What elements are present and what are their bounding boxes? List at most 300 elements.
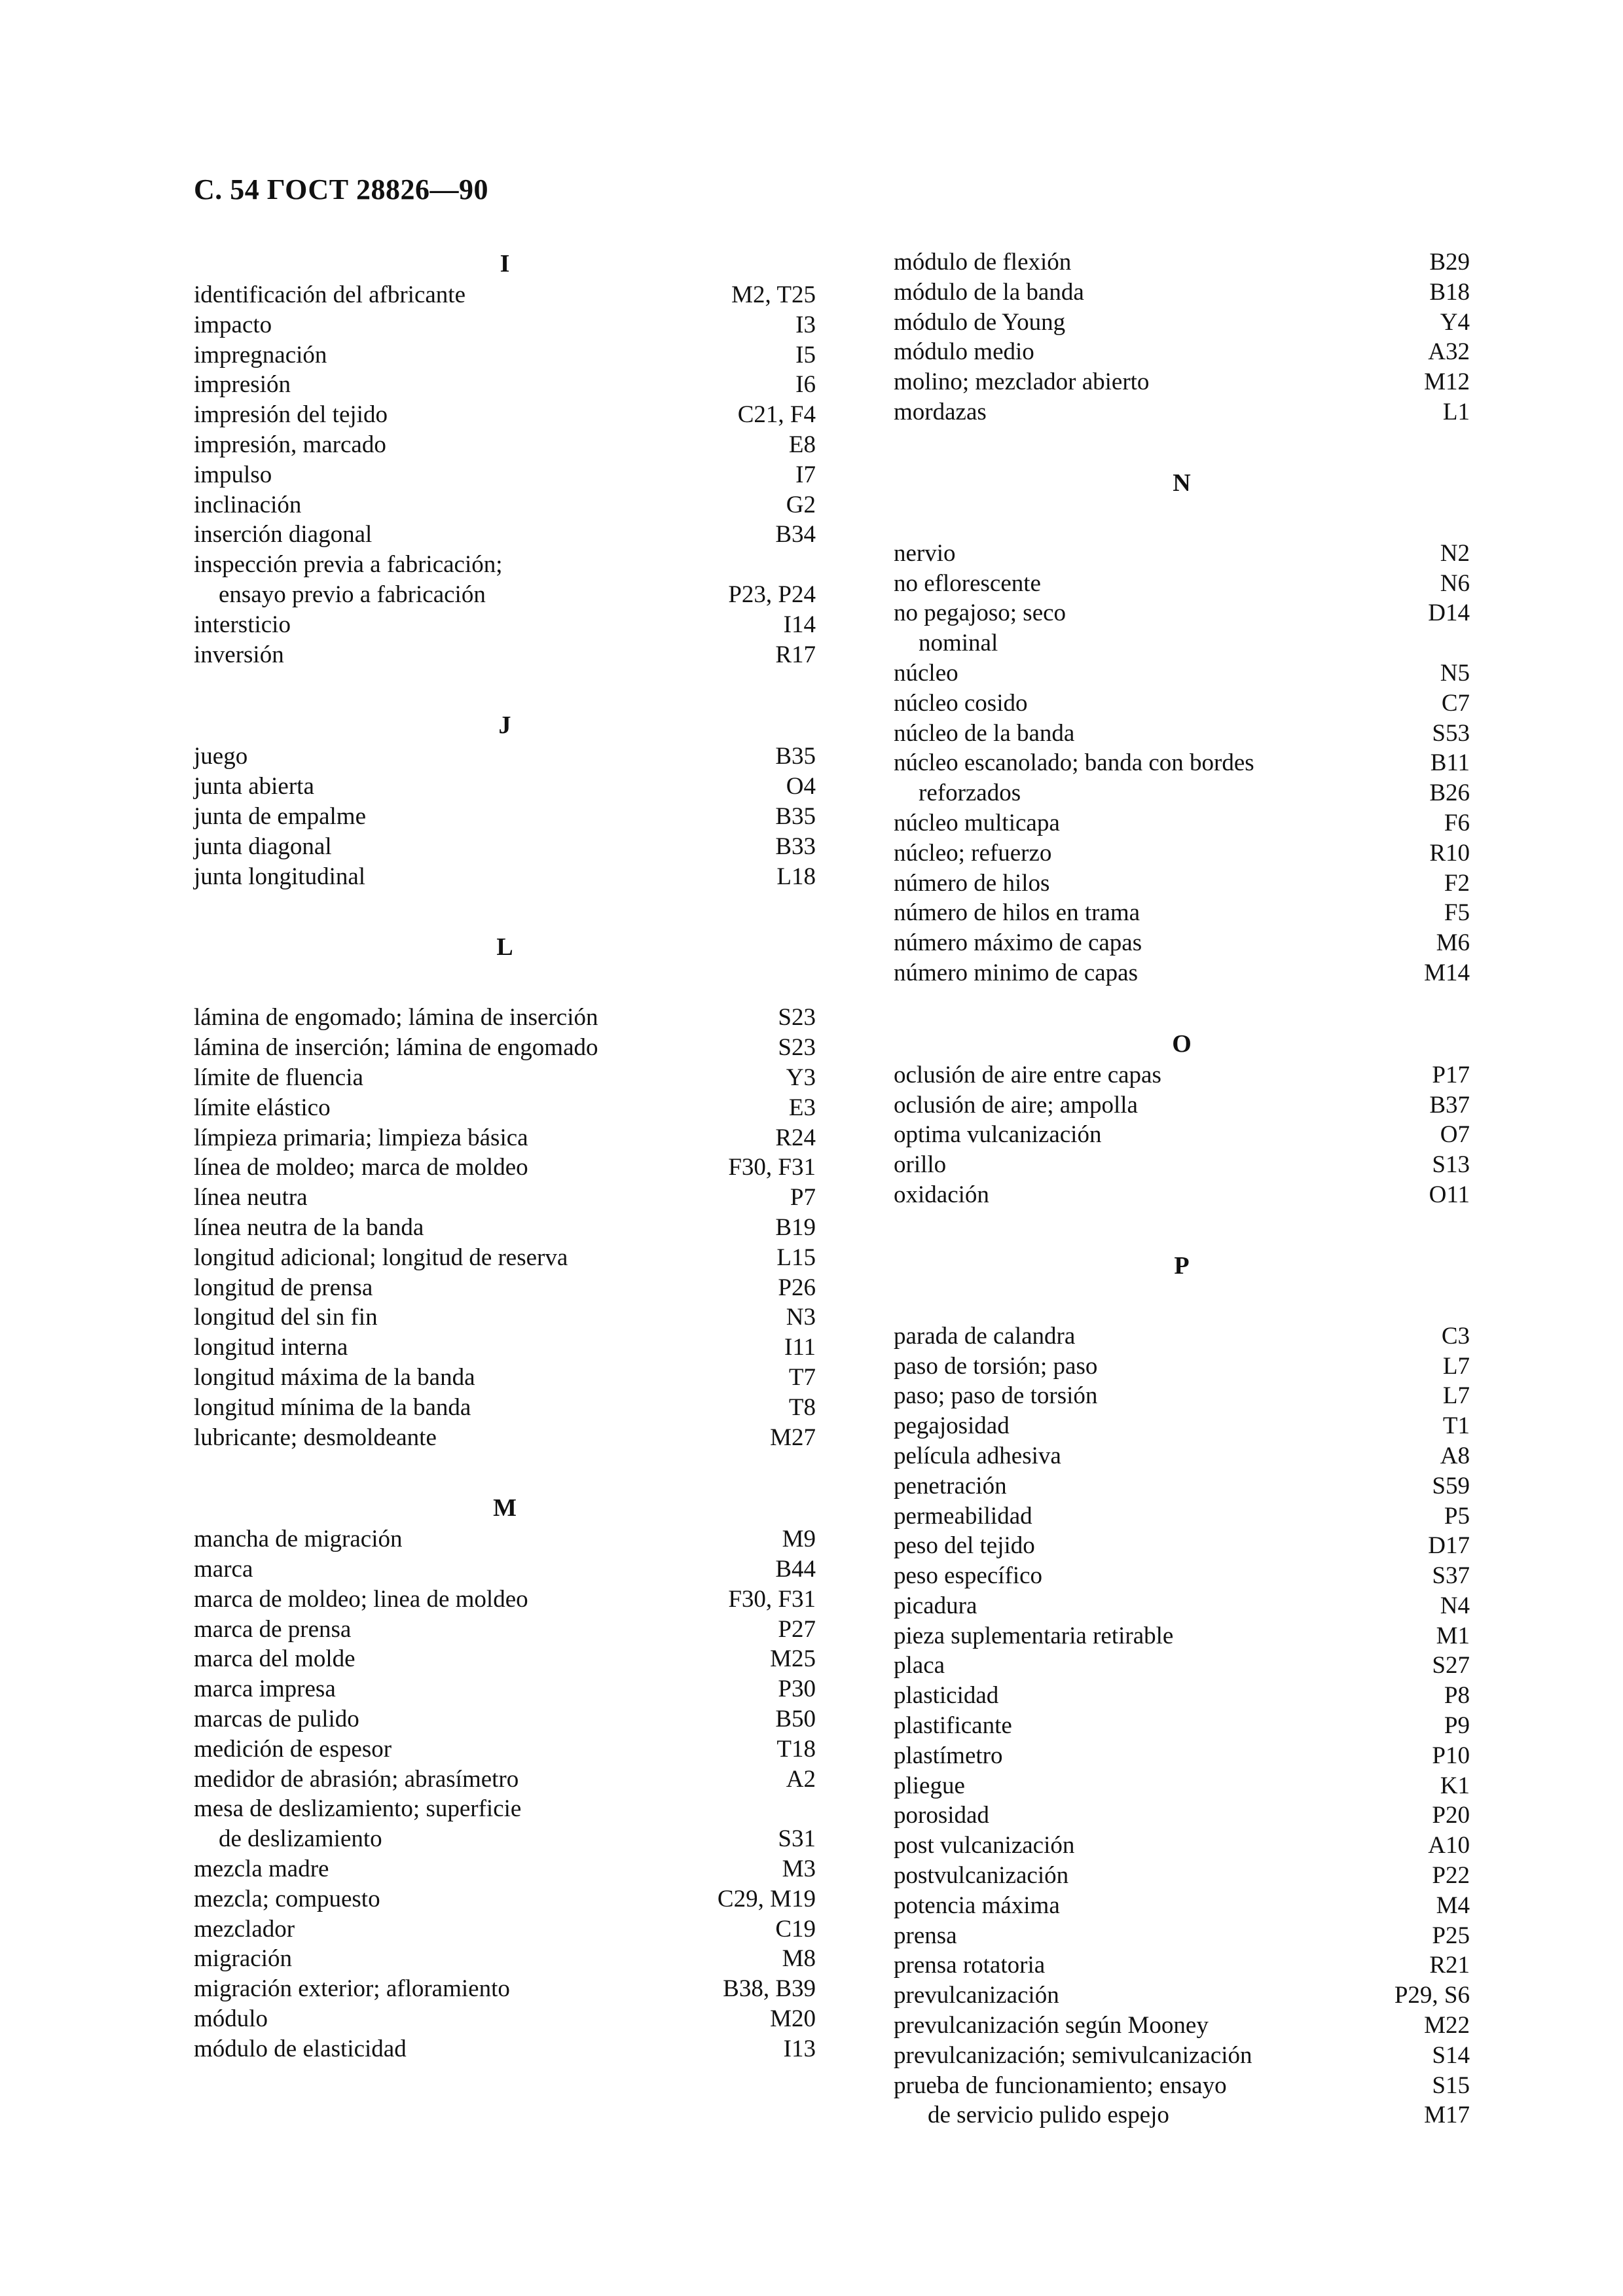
index-entry [194,1243,816,1273]
index-code: G2 [786,491,816,518]
index-entry [194,832,816,862]
index-code: Y4 [1440,308,1470,336]
index-entry [194,1765,816,1795]
index-entry [894,1621,1470,1651]
index-code: S53 [1432,719,1470,747]
index-entry [194,1333,816,1363]
index-term: línea neutra de la banda [194,1213,424,1241]
index-term: nervio [894,539,956,567]
index-code: P25 [1432,1922,1470,1949]
index-term: lámina de inserción; lámina de engomado [194,1034,598,1062]
index-code: M4 [1436,1892,1470,1919]
index-entry [194,1615,816,1645]
index-entry [894,1981,1470,2011]
index-entry [194,1063,816,1093]
index-code: I6 [795,371,816,399]
index-entry [194,1854,816,1884]
index-code: A10 [1428,1832,1470,1859]
index-term: impresión, marcado [194,431,386,458]
index-code: I13 [783,2035,816,2062]
index-term: impulso [194,461,272,488]
section-letter-i: I [500,250,510,278]
index-entry [894,1321,1470,1352]
index-entry [194,1554,816,1585]
index-code: N2 [1440,539,1470,567]
index-code: L7 [1442,1382,1470,1410]
index-term: permeabilidad [894,1502,1032,1530]
index-term: núcleo; refuerzo [894,839,1052,867]
index-code: R10 [1429,839,1470,867]
index-code: S13 [1432,1151,1470,1179]
index-term: prevulcanización según Mooney [894,2012,1209,2039]
index-code: F6 [1444,809,1470,836]
index-term: número minimo de capas [894,959,1138,986]
index-term: impresión del tejido [194,401,388,429]
index-term: inserción diagonal [194,521,373,548]
index-term: impacto [194,311,272,338]
index-entry [194,802,816,832]
index-code: S31 [778,1825,816,1853]
section-gap [894,1210,1470,1249]
index-entry [894,1531,1470,1561]
index-entry [894,1180,1470,1210]
index-entry [894,958,1470,988]
index-code: R21 [1429,1952,1470,1979]
index-entry [894,778,1470,808]
index-term: pegajosidad [894,1412,1010,1440]
index-term: no eflorescente [894,569,1041,597]
index-entry [894,2071,1470,2101]
index-term: pieza suplementaria retirable [894,1622,1174,1649]
index-entry [894,337,1470,367]
index-code: O4 [786,773,816,800]
index-entry [894,1771,1470,1801]
index-code: B11 [1430,749,1470,777]
index-code: F30, F31 [728,1154,816,1181]
index-term: paso; paso de torsión [894,1382,1098,1410]
index-entry [194,1363,816,1393]
index-term: junta longitudinal [194,863,366,890]
index-entry [894,898,1470,928]
index-term: prensa [894,1922,957,1949]
index-code: N5 [1440,659,1470,687]
index-entry [194,610,816,640]
index-term: módulo de la banda [894,278,1084,306]
index-entry [894,278,1470,308]
index-term: inversión [194,641,284,668]
index-code: C19 [775,1915,816,1943]
index-entry [894,748,1470,778]
index-entry [194,370,816,400]
index-entry [194,1884,816,1914]
index-code: M6 [1436,929,1470,957]
index-code: N3 [786,1304,816,1331]
index-code: A2 [786,1765,816,1793]
index-entry [194,640,816,670]
index-entry [894,1381,1470,1411]
index-entry [194,772,816,802]
index-term: núcleo [894,659,958,687]
index-term: medición de espesor [194,1735,392,1763]
index-code: I11 [784,1334,816,1361]
index-term: ensayo previo a fabricación [219,581,486,608]
index-code: C21, F4 [737,401,816,429]
index-entry [194,1974,816,2004]
index-entry [894,367,1470,397]
index-entry [194,580,816,610]
index-entry [894,1591,1470,1621]
index-code: P10 [1432,1742,1470,1769]
index-entry [894,1651,1470,1681]
index-term: medidor de abrasión; abrasímetro [194,1765,519,1793]
section-letter-o: O [1172,1030,1192,1058]
index-entry [894,1801,1470,1831]
index-term: número de hilos [894,869,1050,897]
index-term: inspección previa a fabricación; [194,551,503,579]
index-term: mezcla madre [194,1856,329,1883]
index-term: molino; mezclador abierto [894,368,1150,396]
index-entry [894,838,1470,869]
index-entry [894,1090,1470,1121]
index-code: B33 [775,833,816,860]
index-entry [894,1561,1470,1591]
index-entry [894,1441,1470,1471]
index-term: longitud adicional; longitud de reserva [194,1244,568,1271]
index-term: marcas de pulido [194,1706,359,1733]
index-entry [194,1524,816,1554]
index-code: D17 [1428,1532,1470,1560]
index-term: peso específico [894,1562,1043,1590]
index-term: núcleo multicapa [894,809,1060,836]
index-entry [194,1393,816,1423]
index-code: S59 [1432,1472,1470,1499]
index-term: de servicio pulido espejo [928,2102,1169,2129]
index-term: lámina de engomado; lámina de inserción [194,1004,598,1031]
index-term: juego [194,743,248,770]
index-term: número máximo de capas [894,929,1142,957]
index-term: de deslizamiento [219,1825,382,1853]
index-term: junta diagonal [194,833,332,860]
index-entry [194,460,816,490]
index-entry [894,1921,1470,1951]
index-code: Y3 [786,1064,816,1091]
index-code: M25 [770,1645,816,1673]
index-code: R17 [775,641,816,668]
index-entry [894,628,1470,658]
index-column-right [894,247,1470,2130]
index-entry [194,1794,816,1824]
index-code: A8 [1440,1442,1470,1469]
index-code: B34 [775,521,816,548]
index-entry [194,490,816,520]
index-code: K1 [1440,1772,1470,1799]
index-entry [894,1120,1470,1150]
index-code: B26 [1429,780,1470,807]
index-term: módulo [194,2005,268,2033]
index-code: M22 [1424,2012,1470,2039]
index-entry [194,310,816,340]
index-code: P29, S6 [1394,1982,1470,2009]
index-entry [194,1123,816,1153]
index-code: P26 [778,1274,816,1301]
index-term: módulo de elasticidad [194,2035,407,2062]
index-entry [194,1423,816,1453]
index-code: S14 [1432,2041,1470,2069]
index-term: marca de moldeo; linea de moldeo [194,1585,528,1613]
index-term: mezclador [194,1915,295,1943]
index-entry [894,1831,1470,1861]
index-term: plastificante [894,1712,1012,1740]
index-term: marca impresa [194,1676,336,1703]
index-entry [194,1674,816,1704]
index-term: longitud del sin fin [194,1304,378,1331]
index-term: longitud interna [194,1334,348,1361]
index-entry [894,808,1470,838]
index-code: L18 [776,863,816,890]
index-term: número de hilos en trama [894,899,1140,927]
index-code: B18 [1429,278,1470,306]
index-entry [894,689,1470,719]
index-entry [894,869,1470,899]
index-entry [194,742,816,772]
index-term: oxidación [894,1181,989,1208]
index-entry [194,1914,816,1945]
index-entry [894,598,1470,628]
index-term: línea de moldeo; marca de moldeo [194,1154,528,1181]
index-code: P8 [1444,1682,1470,1710]
index-code: M12 [1424,368,1470,396]
index-code: N4 [1440,1592,1470,1619]
index-entry [194,1033,816,1063]
index-code: F30, F31 [728,1585,816,1613]
section-letter-n: N [1173,469,1191,497]
index-entry [894,2011,1470,2041]
index-code: T8 [788,1393,816,1421]
index-code: S27 [1432,1652,1470,1679]
index-term: impregnación [194,341,327,368]
index-code: T7 [788,1363,816,1391]
index-code: C3 [1441,1322,1470,1350]
index-code: B38, B39 [723,1975,816,2003]
index-code: S23 [778,1004,816,1031]
index-code: O11 [1429,1181,1470,1208]
index-entry [894,928,1470,958]
index-term: impresión [194,371,291,399]
index-term: postvulcanización [894,1862,1069,1890]
index-code: P17 [1432,1061,1470,1088]
section-gap [894,499,1470,539]
index-entry [194,1944,816,1974]
index-entry [894,1861,1470,1891]
index-code: B44 [775,1556,816,1583]
index-code: D14 [1428,600,1470,627]
section-gap [194,670,816,709]
index-entry [194,2034,816,2064]
index-term: migración [194,1945,293,1973]
index-term: post vulcanización [894,1832,1075,1859]
index-entry [894,397,1470,427]
index-term: marca de prensa [194,1615,352,1643]
index-entry [194,1003,816,1033]
index-code: P22 [1432,1862,1470,1890]
index-entry [194,280,816,310]
index-term: potencia máxima [894,1892,1060,1919]
index-term: marca [194,1556,253,1583]
index-term: lubricante; desmoldeante [194,1424,437,1451]
index-entry [194,862,816,892]
index-entry [894,2041,1470,2071]
index-code: B50 [775,1706,816,1733]
section-letter-p: P [1174,1251,1190,1280]
index-term: película adhesiva [894,1442,1061,1469]
index-entry [194,340,816,370]
index-entry [894,719,1470,749]
index-entry [894,569,1470,599]
section-gap [894,1282,1470,1321]
index-entry [194,1644,816,1674]
index-term: parada de calandra [894,1322,1076,1350]
index-entry [194,1213,816,1243]
section-gap [194,963,816,1003]
index-entry [194,520,816,550]
index-entry [194,400,816,430]
index-code: P30 [778,1676,816,1703]
index-term: junta abierta [194,773,314,800]
index-code: L15 [776,1244,816,1271]
index-term: módulo medio [894,338,1034,366]
index-code: P5 [1444,1502,1470,1530]
index-term: junta de empalme [194,802,367,830]
index-term: optima vulcanización [894,1121,1102,1149]
index-code: T18 [776,1735,816,1763]
index-code: I3 [795,311,816,338]
index-term: pliegue [894,1772,965,1799]
index-entry [894,1150,1470,1180]
index-term: longitud de prensa [194,1274,373,1301]
index-code: M14 [1424,959,1470,986]
index-term: mezcla; compuesto [194,1885,380,1912]
index-term: intersticio [194,611,291,638]
index-entry [894,1950,1470,1981]
index-entry [194,1273,816,1303]
index-entry [894,1681,1470,1711]
section-letter-l: L [496,933,513,961]
index-term: longitud mínima de la banda [194,1393,471,1421]
index-code: B29 [1429,249,1470,276]
index-term: longitud máxima de la banda [194,1363,475,1391]
index-code: M9 [782,1526,816,1553]
index-term: núcleo de la banda [894,719,1075,747]
index-entry [194,1824,816,1854]
index-code: P7 [790,1184,816,1211]
index-code: M3 [782,1856,816,1883]
index-code: R24 [775,1124,816,1151]
index-code: L7 [1442,1352,1470,1380]
index-entry [894,1741,1470,1771]
index-entry [194,2004,816,2034]
index-term: mordazas [894,398,987,425]
index-term: límpieza primaria; limpieza básica [194,1124,528,1151]
index-term: oclusión de aire entre capas [894,1061,1161,1088]
index-entry [194,1734,816,1765]
index-term: penetración [894,1472,1007,1499]
index-term: inclinación [194,491,302,518]
index-term: límite de fluencia [194,1064,363,1091]
index-code: P20 [1432,1802,1470,1829]
index-entry [194,1704,816,1734]
section-letter-j: J [498,711,511,740]
index-code: M8 [782,1945,816,1973]
index-entry [894,247,1470,278]
index-code: O7 [1440,1121,1470,1149]
index-code: P9 [1444,1712,1470,1740]
index-term: no pegajoso; seco [894,600,1067,627]
index-term: marca del molde [194,1645,356,1673]
index-code: B35 [775,802,816,830]
index-entry [894,1352,1470,1382]
section-gap [194,891,816,931]
index-entry [894,308,1470,338]
index-term: reforzados [919,780,1021,807]
section-letter-m: M [493,1494,517,1522]
index-term: módulo de Young [894,308,1066,336]
index-entry [194,1585,816,1615]
index-code: L1 [1442,398,1470,425]
index-entry [194,1302,816,1333]
index-entry [894,1891,1470,1921]
index-entry [194,430,816,460]
index-code: M1 [1436,1622,1470,1649]
index-entry [894,1471,1470,1501]
index-term: prevulcanización; semivulcanización [894,2041,1252,2069]
index-code: E3 [788,1094,816,1121]
index-code: N6 [1440,569,1470,597]
index-term: mancha de migración [194,1526,403,1553]
index-entry [894,2100,1470,2130]
index-code: M17 [1424,2102,1470,2129]
index-term: identificación del afbricante [194,281,466,308]
index-code: I7 [795,461,816,488]
index-code: A32 [1428,338,1470,366]
index-term: paso de torsión; paso [894,1352,1098,1380]
index-term: prensa rotatoria [894,1952,1046,1979]
index-code: B37 [1429,1091,1470,1119]
index-term: nominal [919,630,998,657]
index-term: mesa de deslizamiento; superficie [194,1795,522,1823]
index-term: prevulcanización [894,1982,1059,2009]
page-header: С. 54 ГОСТ 28826—90 [194,173,489,206]
index-term: núcleo cosido [894,689,1028,717]
index-entry [894,1501,1470,1532]
section-gap [894,988,1470,1028]
index-term: picadura [894,1592,977,1619]
index-term: peso del tejido [894,1532,1035,1560]
index-code: B19 [775,1213,816,1241]
index-term: plasticidad [894,1682,999,1710]
index-code: S15 [1432,2072,1470,2099]
index-code: B35 [775,743,816,770]
index-term: porosidad [894,1802,989,1829]
index-term: migración exterior; afloramiento [194,1975,510,2003]
index-code: M27 [770,1424,816,1451]
index-entry [194,550,816,580]
index-entry [894,1711,1470,1741]
index-code: C7 [1441,689,1470,717]
section-gap [194,1452,816,1492]
index-code: S37 [1432,1562,1470,1590]
index-code: S23 [778,1034,816,1062]
index-term: módulo de flexión [894,249,1072,276]
